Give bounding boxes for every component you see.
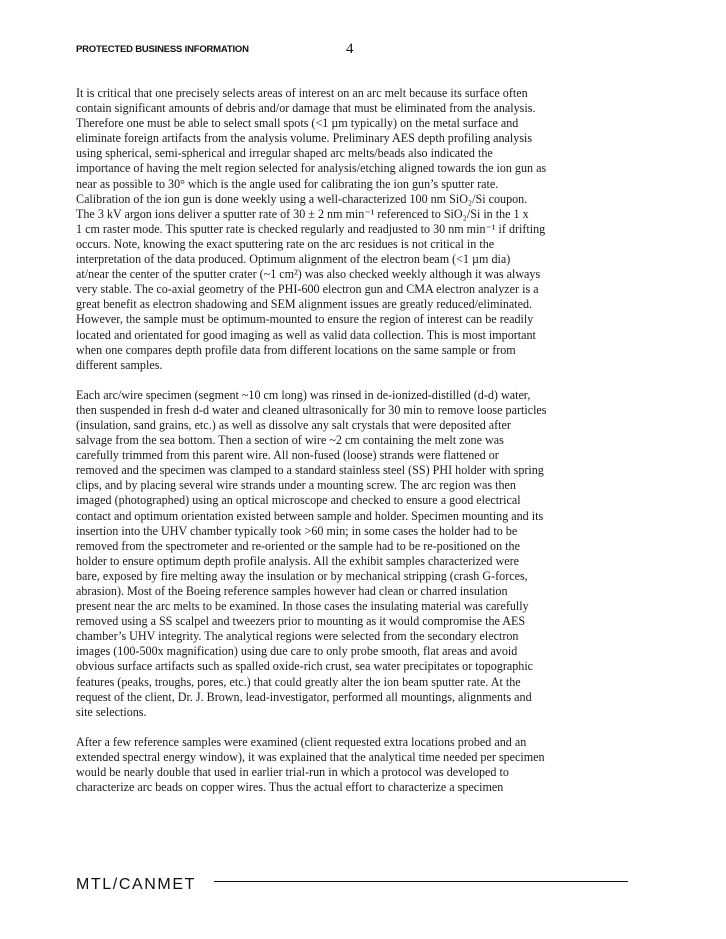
text-line: using spherical, semi-spherical and irregular shaped arc melts/beads also indicated the: [76, 146, 493, 161]
text-line: great benefit as electron shadowing and SEM alignment issues are greatly reduced/eliminated.: [76, 297, 533, 312]
text-line: request of the client, Dr. J. Brown, lead-investigator, performed all mountings, alignments and: [76, 689, 532, 704]
text-line: site selections.: [76, 704, 147, 719]
text-line: It is critical that one precisely selects areas of interest on an arc melt because its surface often: [76, 86, 528, 100]
body-paragraph: [76, 86, 642, 373]
text-line: very stable. The co-axial geometry of the PHI-600 electron gun and CMA electron analyzer is a: [76, 282, 539, 297]
body-paragraph: [76, 735, 642, 795]
text-line: located and orientated for good imaging as well as valid data collection. This is most important: [76, 327, 536, 342]
text-line: Calibration of the ion gun is done weekly using a well-characterized 100 nm SiO₂/Si coupon.: [76, 191, 528, 206]
text-line: Each arc/wire specimen (segment ~10 cm long) was rinsed in de-ionized-distilled (d-d) water,: [76, 387, 531, 402]
text-line: present near the arc melts to be examined. In those cases the insulating material was carefully: [76, 599, 529, 614]
text-line: 1 cm raster mode. This sputter rate is checked regularly and readjusted to 30 nm min⁻¹ if drifting: [76, 221, 546, 236]
text-line: contain significant amounts of debris and/or damage that must be eliminated from the analysis.: [76, 101, 536, 116]
text-line: at/near the center of the sputter crater (~1 cm²) was also checked weekly although it was always: [76, 267, 541, 282]
text-line: (insulation, sand grains, etc.) as well as dissolve any salt crystals that were deposited after: [76, 417, 511, 432]
text-line: insertion into the UHV chamber typically took >60 min; in some cases the holder had to be: [76, 523, 518, 538]
text-line: extended spectral energy window), it was explained that the analytical time needed per specimen: [76, 749, 545, 764]
text-line: However, the sample must be optimum-mounted to ensure the region of interest can be readily: [76, 312, 534, 327]
text-line: features (peaks, troughs, pores, etc.) that could greatly alter the ion beam sputter rate. At the: [76, 674, 521, 689]
text-line: images (100-500x magnification) using due care to only probe smooth, flat areas and avoid: [76, 644, 518, 659]
document-body: [76, 86, 642, 810]
text-line: carefully trimmed from this parent wire. All non-fused (loose) strands were flattened or: [76, 448, 499, 463]
text-line: salvage from the sea bottom. Then a section of wire ~2 cm containing the melt zone was: [76, 433, 504, 448]
text-line: contact and optimum orientation existed between sample and holder. Specimen mounting and its: [76, 508, 544, 523]
text-line: removed from the spectrometer and re-oriented or the sample had to be re-positioned on the: [76, 538, 520, 553]
text-line: obvious surface artifacts such as spalled oxide-rich crust, sea water precipitates or topographic: [76, 659, 534, 674]
text-line: when one compares depth profile data from different locations on the same sample or from: [76, 342, 516, 357]
text-line: The 3 kV argon ions deliver a sputter rate of 30 ± 2 nm min⁻¹ referenced to SiO₂/Si in the 1 x: [76, 206, 529, 221]
text-line: different samples.: [76, 357, 163, 372]
text-line: Therefore one must be able to select small spots (<1 µm typically) on the metal surface and: [76, 116, 519, 131]
text-line: removed using a SS scalpel and tweezers prior to mounting as it would compromise the AES: [76, 614, 526, 629]
footer-rule: [214, 881, 628, 882]
body-paragraph: [76, 388, 642, 720]
text-line: occurs. Note, knowing the exact sputtering rate on the arc residues is not critical in the: [76, 236, 495, 251]
text-line: removed and the specimen was clamped to a standard stainless steel (SS) PHI holder with spring: [76, 463, 544, 478]
header-confidentiality-label: PROTECTED BUSINESS INFORMATION: [76, 44, 249, 55]
text-line: would be nearly double that used in earlier trial-run in which a protocol was developed to: [76, 765, 509, 780]
text-line: interpretation of the data produced. Optimum alignment of the electron beam (<1 µm dia): [76, 252, 511, 267]
text-line: chamber’s UHV integrity. The analytical regions were selected from the secondary electron: [76, 629, 519, 644]
text-line: bare, exposed by fire melting away the insulation or by mechanical stripping (crash G-forces,: [76, 568, 528, 583]
text-line: holder to ensure optimum depth profile analysis. All the exhibit samples characterized were: [76, 553, 519, 568]
text-line: abrasion). Most of the Boeing reference samples however had clean or charred insulation: [76, 584, 508, 598]
text-line: then suspended in fresh d-d water and cleaned ultrasonically for 30 min to remove loose particles: [76, 402, 547, 417]
text-line: imaged (photographed) using an optical microscope and checked to ensure a good electrical: [76, 493, 521, 508]
text-line: After a few reference samples were examined (client requested extra locations probed and an: [76, 734, 527, 749]
text-line: near as possible to 30° which is the angle used for calibrating the ion gun’s sputter rate.: [76, 176, 499, 191]
text-line: clips, and by placing several wire strands under a mounting screw. The arc region was then: [76, 478, 516, 493]
page-number: 4: [346, 41, 354, 57]
footer-brand: MTL/CANMET: [76, 876, 196, 893]
text-line: importance of having the melt region selected for analysis/etching aligned towards the ion gun as: [76, 161, 547, 176]
text-line: eliminate foreign artifacts from the analysis volume. Preliminary AES depth profiling analysis: [76, 131, 533, 146]
text-line: characterize arc beads on copper wires. Thus the actual effort to characterize a specimen: [76, 780, 504, 795]
